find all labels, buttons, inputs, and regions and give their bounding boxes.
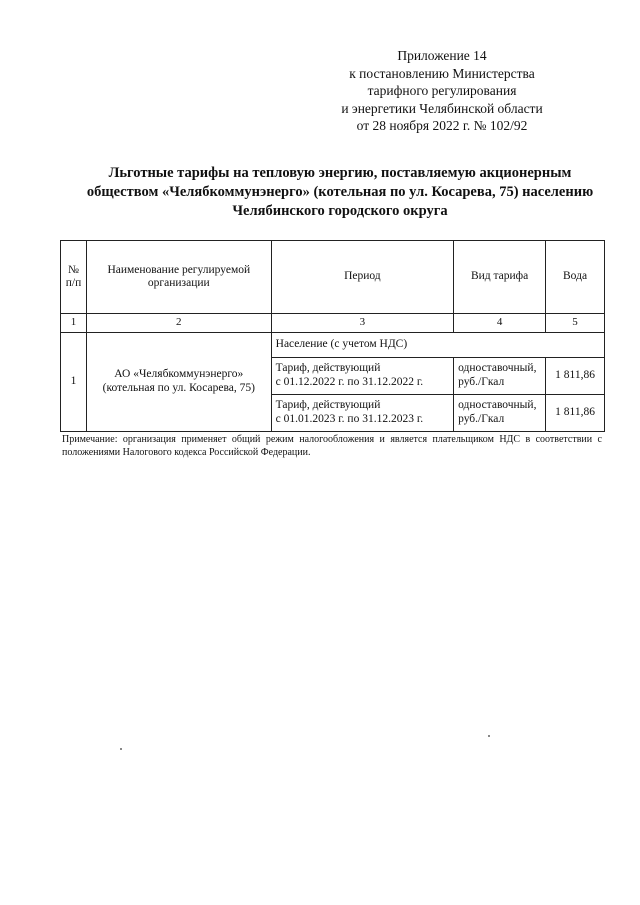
table-header-row: [61, 241, 605, 314]
header-period: Период: [271, 241, 453, 314]
appendix-line: и энергетики Челябинской области: [341, 100, 543, 116]
scan-speck: [488, 735, 490, 737]
appendix-line: от 28 ноября 2022 г. № 102/92: [356, 118, 528, 133]
header-num: № п/п: [61, 241, 87, 314]
appendix-line: тарифного регулирования: [367, 83, 517, 98]
tariff-value: 1 811,86: [546, 357, 605, 394]
footnote: Примечание: организация применяет общий режим налогообложения и является плательщиком НДС в соответствии с положениями Налогового кодекса Российской Федерации.: [62, 434, 602, 458]
title-line: Льготные тарифы на тепловую энергию, поставляемую акционерным: [108, 165, 572, 181]
column-number: 1: [61, 314, 87, 333]
column-number: 4: [454, 314, 546, 333]
tariff-period: Тариф, действующий с 01.12.2022 г. по 31.12.2022 г.: [271, 357, 453, 394]
column-number: 5: [546, 314, 605, 333]
column-number: 2: [86, 314, 271, 333]
tariff-type: одноставочный, руб./Гкал: [454, 394, 546, 431]
tariff-value: 1 811,86: [546, 394, 605, 431]
tariff-type: одноставочный, руб./Гкал: [454, 357, 546, 394]
column-number: 3: [271, 314, 453, 333]
row-org: АО «Челябкоммунэнерго» (котельная по ул. Косарева, 75): [86, 332, 271, 431]
appendix-line: к постановлению Министерства: [349, 65, 535, 81]
scan-speck: [120, 748, 122, 750]
document-title: [70, 164, 610, 221]
header-org: Наименование регулируемой организации: [86, 241, 271, 314]
row-num: 1: [61, 332, 87, 431]
appendix-line: Приложение 14: [397, 48, 487, 63]
tariff-table: [60, 240, 605, 432]
tariff-period: Тариф, действующий с 01.01.2023 г. по 31.12.2023 г.: [271, 394, 453, 431]
title-line: Челябинского городского округа: [232, 203, 448, 219]
header-tariff-type: Вид тарифа: [454, 241, 546, 314]
group-label: Население (с учетом НДС): [271, 332, 604, 357]
title-line: обществом «Челябкоммунэнерго» (котельная по ул. Косарева, 75) населению: [86, 184, 594, 200]
table-row: [61, 332, 605, 357]
header-water: Вода: [546, 241, 605, 314]
column-number-row: [61, 314, 605, 333]
appendix-block: [302, 47, 582, 135]
